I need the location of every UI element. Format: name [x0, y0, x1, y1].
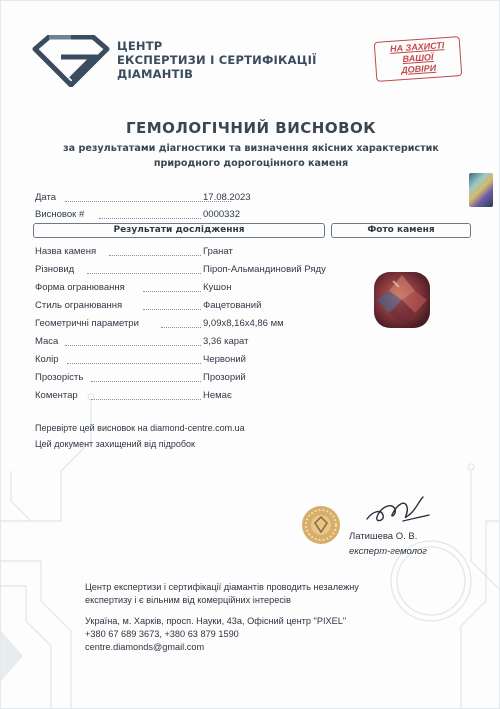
- contacts: [85, 615, 445, 654]
- dotted-leader: [143, 299, 201, 310]
- org-name-line: ЕКСПЕРТИЗИ І СЕРТИФІКАЦІЇ: [117, 53, 317, 67]
- result-value: Червоний: [203, 354, 246, 365]
- email: centre.diamonds@gmail.com: [85, 642, 205, 652]
- result-value: Немає: [203, 390, 232, 401]
- result-row: [35, 263, 355, 277]
- dotted-leader: [99, 208, 201, 219]
- result-value: Кушон: [203, 282, 232, 293]
- result-label: Назва каменя: [35, 246, 97, 257]
- result-row: [35, 371, 355, 385]
- results-section-header: Результати дослідження: [33, 223, 325, 238]
- dotted-leader: [67, 353, 201, 364]
- dotted-leader: [109, 245, 201, 256]
- dotted-leader: [143, 281, 201, 292]
- result-value: 3,36 карат: [203, 336, 249, 347]
- result-row: [35, 317, 355, 331]
- org-name-line: ДІАМАНТІВ: [117, 67, 194, 81]
- gold-seal-icon: [301, 505, 341, 545]
- org-name-line: ЦЕНТР: [117, 39, 163, 53]
- dotted-leader: [87, 263, 201, 274]
- number-label: Висновок #: [35, 209, 85, 220]
- result-label: Стиль огранювання: [35, 300, 123, 311]
- phones: +380 67 689 3673, +380 63 879 1590: [85, 629, 239, 639]
- organization-name: [117, 39, 347, 81]
- slogan-stamp: [374, 36, 463, 82]
- result-row: [35, 299, 355, 313]
- dotted-leader: [65, 335, 201, 346]
- dotted-leader: [91, 389, 201, 400]
- subtitle-line: за результатами діагностики та визначення якісних характеристик: [63, 143, 439, 154]
- result-row: [35, 335, 355, 349]
- result-label: Геометричні параметри: [35, 318, 139, 329]
- number-row: [35, 208, 335, 222]
- diamond-logo-icon: [31, 35, 111, 87]
- result-label: Форма огранювання: [35, 282, 125, 293]
- subtitle-line: природного дорогоцінного каменя: [153, 158, 349, 169]
- result-value: Прозорий: [203, 372, 246, 383]
- disclaimer: [85, 581, 445, 607]
- result-value: Гранат: [203, 246, 233, 257]
- result-row: [35, 245, 355, 259]
- result-label: Прозорість: [35, 372, 84, 383]
- hologram-sticker: [469, 173, 493, 207]
- result-row: [35, 389, 355, 403]
- disclaimer-line: Центр експертизи і сертифікації діамантів проводить незалежну: [85, 582, 359, 592]
- result-label: Маса: [35, 336, 59, 347]
- protection-note: Цей документ захищений від підробок: [35, 439, 195, 449]
- disclaimer-line: експертизу і є вільним від комерційних інтересів: [85, 595, 291, 605]
- stamp-line: НА ЗАХИСТІ: [389, 40, 445, 54]
- verify-note: Перевірте цей висновок на diamond-centre.com.ua: [35, 423, 245, 433]
- dotted-leader: [91, 371, 201, 382]
- result-label: Різновид: [35, 264, 75, 275]
- result-row: [35, 281, 355, 295]
- document-subtitle: [31, 141, 471, 171]
- result-value: 9,09x8,16x4,86 мм: [203, 318, 284, 329]
- number-value: 0000332: [203, 209, 240, 220]
- stamp-line: ДОВІРИ: [400, 62, 437, 76]
- result-value: Піроп-Альмандиновий Ряду: [203, 264, 326, 275]
- date-row: [35, 191, 335, 205]
- gemstone-photo: [371, 269, 433, 331]
- date-label: Дата: [35, 192, 57, 203]
- header: [31, 31, 471, 91]
- signer-name: Латишева О. В.: [349, 531, 418, 542]
- signer-role: експерт-гемолог: [349, 546, 427, 557]
- signature: [363, 491, 433, 527]
- dotted-leader: [161, 317, 201, 328]
- date-value: 17.08.2023: [203, 192, 251, 203]
- stamp-line: ВАШОЇ: [402, 51, 434, 65]
- document-title: ГЕМОЛОГІЧНИЙ ВИСНОВОК: [125, 119, 377, 137]
- address: Україна, м. Харків, просп. Науки, 43а, Офісний центр "PIXEL": [85, 616, 347, 626]
- photo-section-header: Фото каменя: [331, 223, 471, 238]
- result-label: Коментар: [35, 390, 78, 401]
- result-label: Колір: [35, 354, 59, 365]
- result-value: Фацетований: [203, 300, 262, 311]
- result-row: [35, 353, 355, 367]
